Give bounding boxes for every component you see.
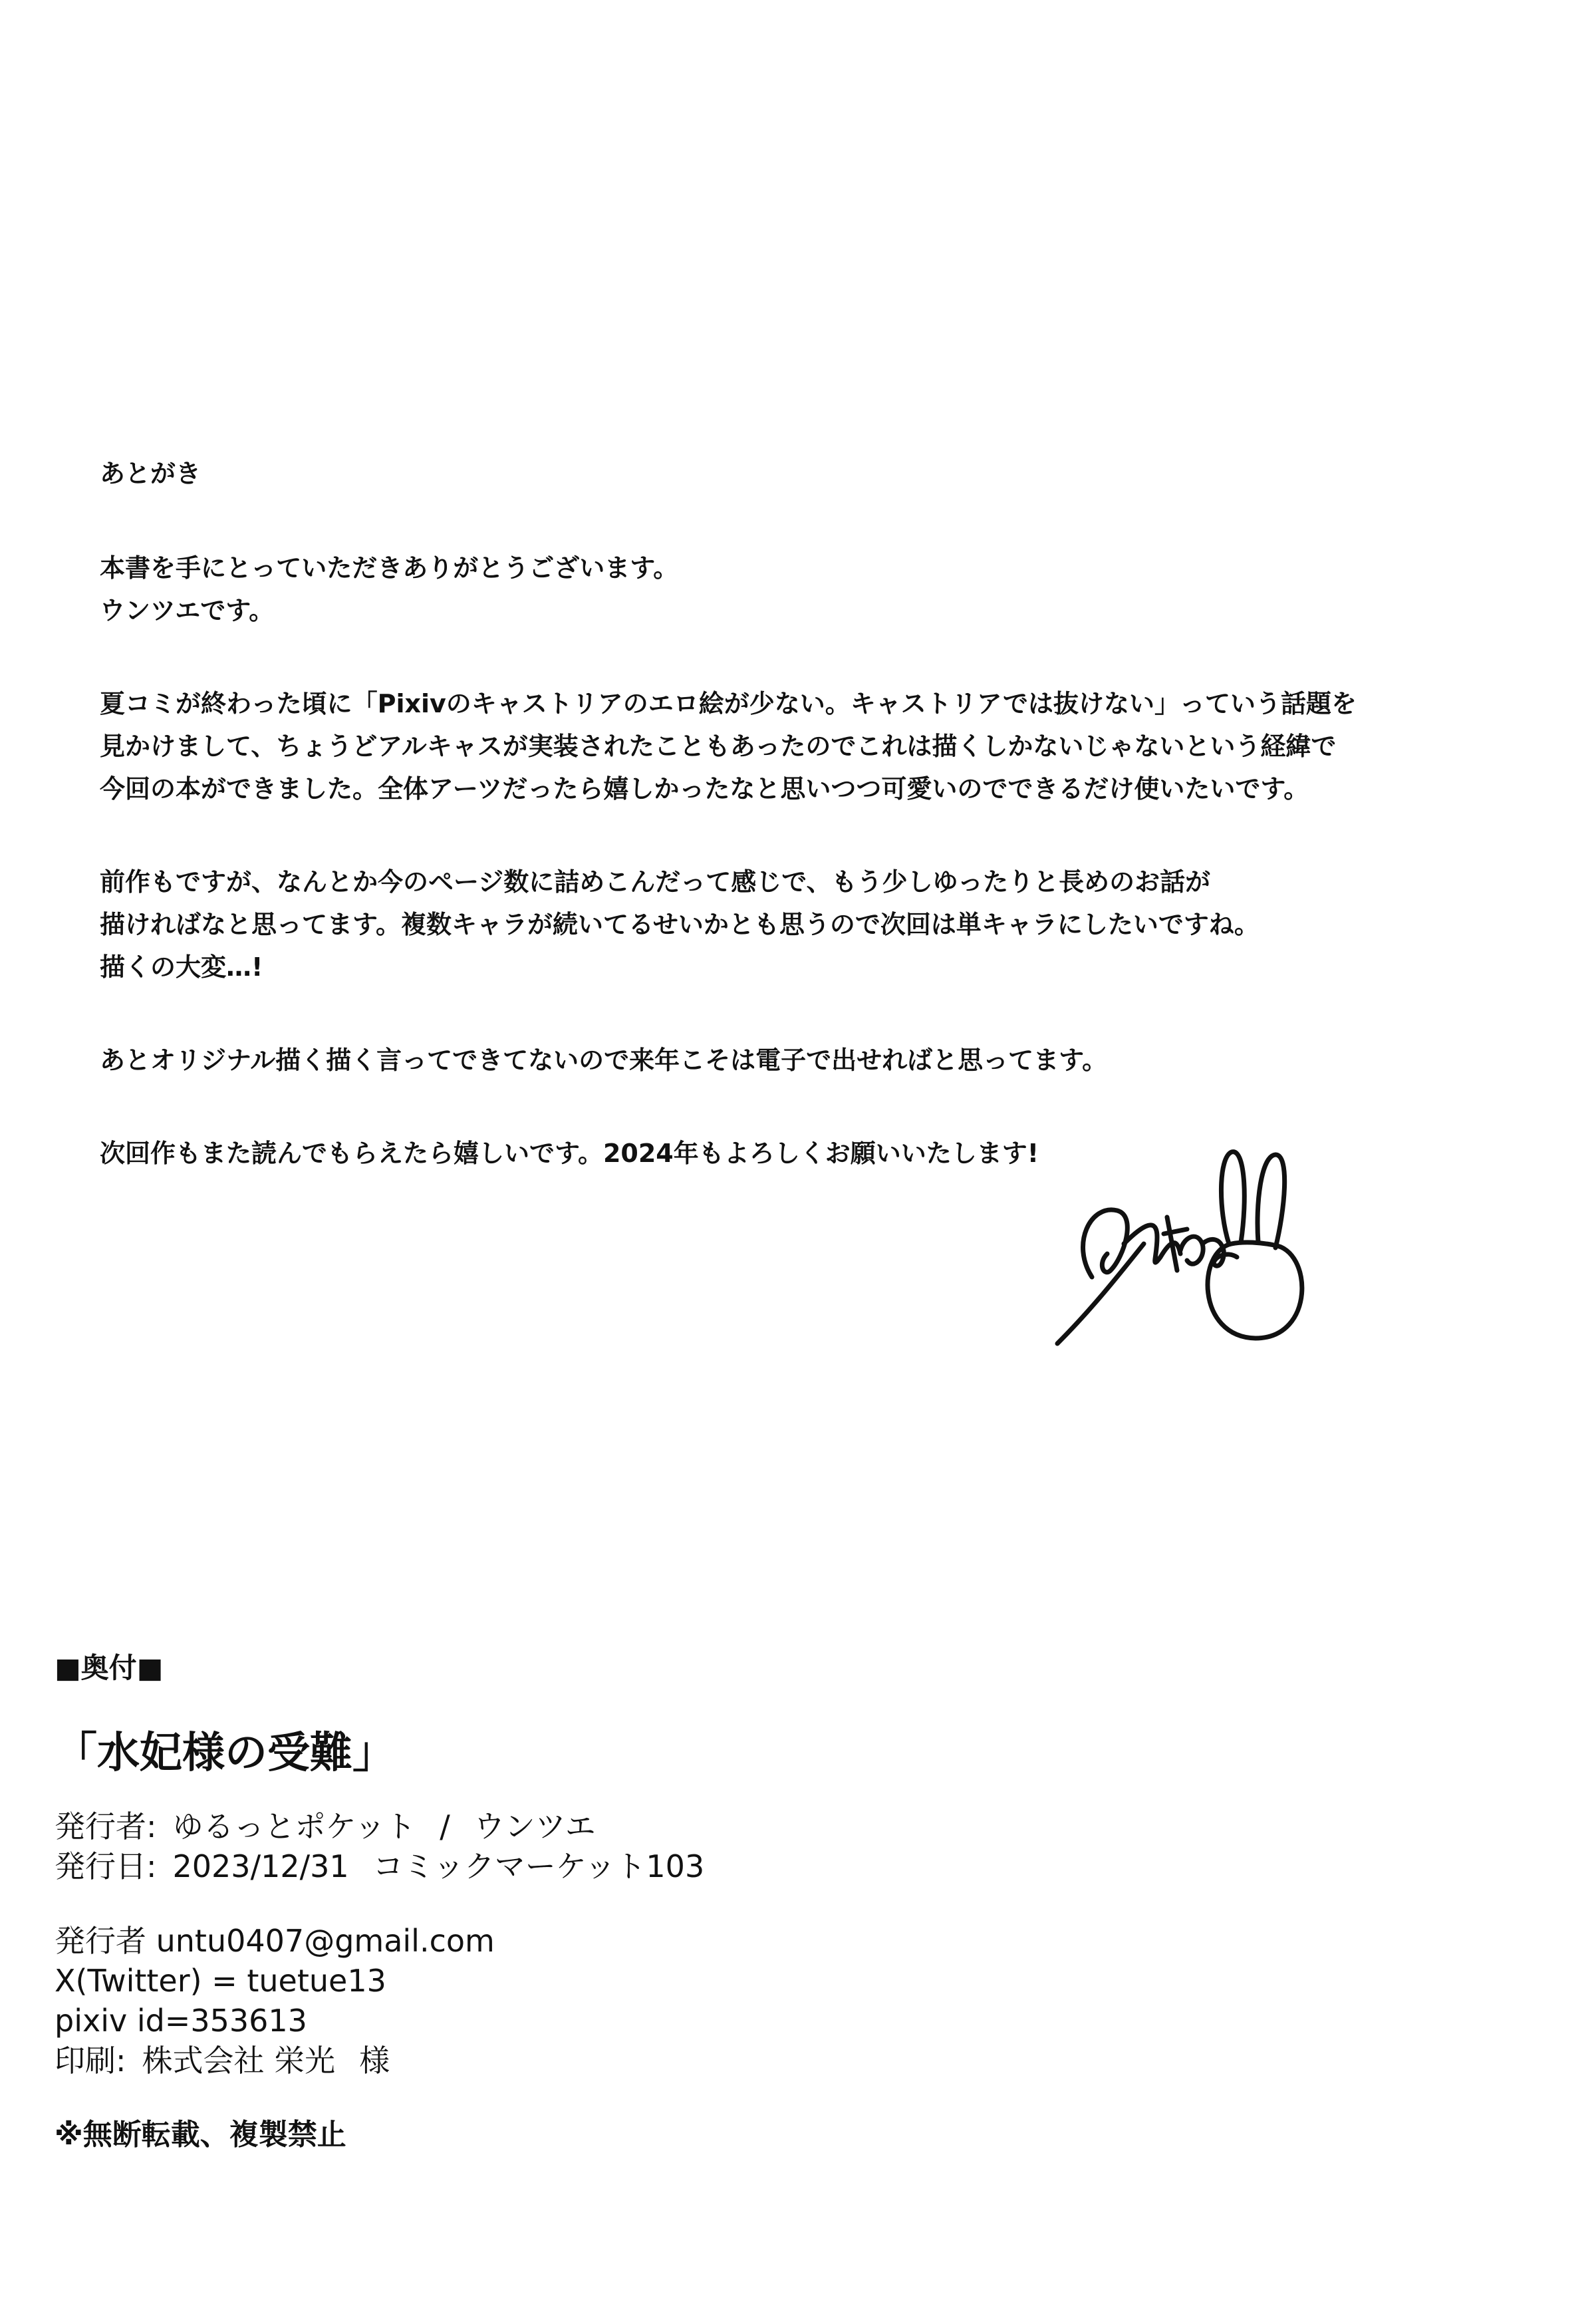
afterword-line: 次回作もまた読んでもらえたら嬉しいです。2024年もよろしくお願いいたします!: [100, 1139, 1039, 1168]
afterword-line: あとオリジナル描く描く言ってできてないので来年こそは電子で出せればと思ってます。: [100, 1046, 1108, 1075]
afterword-line: ウンツエです。: [100, 596, 275, 625]
signature-with-rabbit-icon: [1044, 1144, 1337, 1357]
publisher-circle: ゆるっとポケット: [172, 1808, 416, 1844]
afterword-line: 今回の本ができました。全体アーツだったら嬉しかったなと思いつつ可愛いのでできるだけ使いたいです。: [100, 774, 1309, 803]
book-title: 「水妃様の受難」: [55, 1729, 395, 1778]
afterword-paragraph-4: [100, 1039, 1496, 1082]
afterword-line: 見かけまして、ちょうどアルキャスが実装されたこともあったのでこれは描くしかないじゃないという経緯で: [100, 732, 1337, 761]
publisher-separator: /: [440, 1808, 450, 1844]
twitter-handle: X(Twitter) = tuetue13: [55, 1963, 386, 1999]
colophon: [55, 1650, 1252, 2155]
date-label: 発行日:: [55, 1848, 157, 1884]
colophon-header: ■奥付■: [55, 1652, 164, 1684]
afterword-paragraph-2: [100, 682, 1496, 810]
email-address: untu0407@gmail.com: [156, 1923, 495, 1959]
date-value: 2023/12/31: [172, 1848, 349, 1884]
email-row: [55, 1921, 1252, 1961]
contact-info: [55, 1921, 1252, 2081]
afterword-paragraph-1: [100, 547, 1496, 632]
event-name: コミックマーケット103: [372, 1848, 705, 1884]
publication-info: [55, 1806, 1252, 1886]
printer-suffix: 様: [359, 2043, 390, 2079]
publisher-row: [55, 1806, 1252, 1846]
afterword-heading: あとがき: [100, 459, 201, 488]
afterword-line: 夏コミが終わった頃に「Pixivのキャストリアのエロ絵が少ない。キャストリアでは抜けない」っていう話題を: [100, 689, 1357, 718]
afterword-paragraph-3: [100, 861, 1496, 988]
publisher-name: ウンツエ: [473, 1808, 596, 1844]
afterword: [100, 452, 1496, 1225]
afterword-line: 前作もですが、なんとか今のページ数に詰めこんだって感じで、もう少しゆったりと長めのお話が: [100, 867, 1211, 897]
pixiv-id: pixiv id=353613: [55, 2003, 307, 2039]
afterword-line: 本書を手にとっていただきありがとうございます。: [100, 553, 679, 583]
afterword-line: 描ければなと思ってます。複数キャラが続いてるせいかとも思うので次回は単キャラにしたいですね。: [100, 910, 1260, 939]
afterword-line: 描くの大変…!: [100, 952, 263, 982]
copyright-notice: ※無断転載、複製禁止: [55, 2118, 346, 2152]
contact-label: 発行者: [55, 1923, 146, 1959]
printer-company: 株式会社 栄光: [142, 2043, 336, 2079]
date-row: [55, 1846, 1252, 1886]
printer-row: [55, 2041, 1252, 2081]
publisher-label: 発行者:: [55, 1808, 157, 1844]
printer-label: 印刷:: [55, 2043, 126, 2079]
